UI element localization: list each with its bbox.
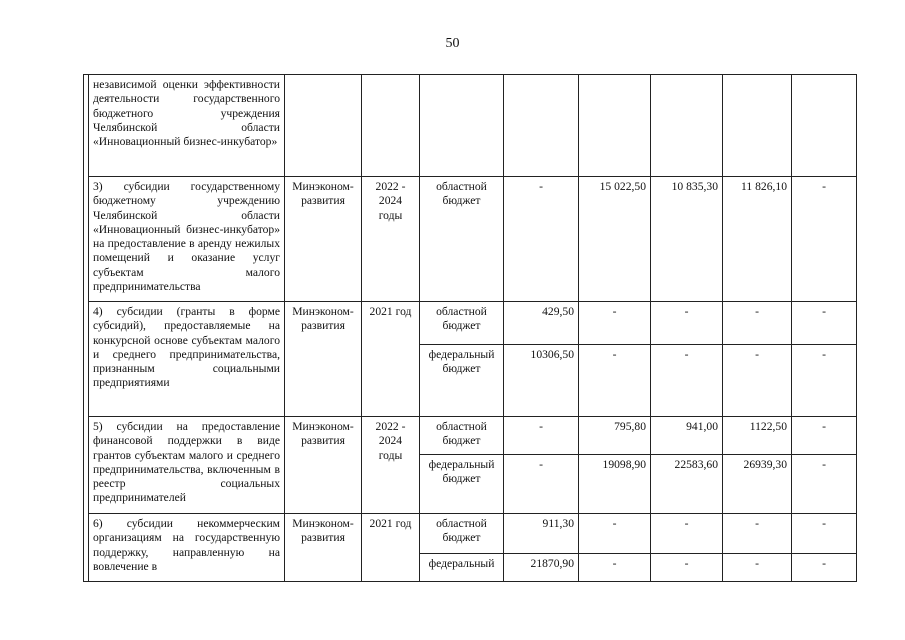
row-description: 4) субсидии (гранты в форме субсидий), предоставляемые на конкурсной основе субъектам малого и среднего предпринимательства, признанным социальными предприятиями <box>89 302 285 417</box>
value-2022: - <box>579 345 651 417</box>
value-2021: 21870,90 <box>504 554 579 582</box>
value-2021: - <box>504 417 579 455</box>
value-2024: - <box>723 514 792 554</box>
value-2024: - <box>723 345 792 417</box>
value-2022: - <box>579 514 651 554</box>
empty-cell <box>420 75 504 177</box>
value-2021: 911,30 <box>504 514 579 554</box>
value-2022: - <box>579 302 651 345</box>
table-row <box>84 177 857 302</box>
value-2023: - <box>651 302 723 345</box>
table-row <box>84 417 857 455</box>
value-2025: - <box>792 417 857 455</box>
period-cell: 2022 - 2024 годы <box>362 177 420 302</box>
executor-cell: Минэконом-развития <box>285 417 362 514</box>
value-2025: - <box>792 177 857 302</box>
value-2021: 429,50 <box>504 302 579 345</box>
value-2025: - <box>792 302 857 345</box>
value-2024: 1122,50 <box>723 417 792 455</box>
executor-cell: Минэконом-развития <box>285 177 362 302</box>
funding-source-cell: областной бюджет <box>420 302 504 345</box>
funding-source-cell: областной бюджет <box>420 514 504 554</box>
page-number: 50 <box>445 36 460 51</box>
period-cell: 2021 год <box>362 302 420 417</box>
executor-cell: Минэконом-развития <box>285 514 362 582</box>
empty-cell <box>723 75 792 177</box>
value-2025: - <box>792 345 857 417</box>
table-row <box>84 302 857 345</box>
value-2022: 15 022,50 <box>579 177 651 302</box>
value-2021: - <box>504 455 579 514</box>
value-2024: 11 826,10 <box>723 177 792 302</box>
empty-cell <box>504 75 579 177</box>
empty-cell <box>579 75 651 177</box>
row-description: 5) субсидии на предоставление финансовой поддержки в виде грантов субъектам малого и среднего предпринимательства, включенным в реестр социальных предпринимателей <box>89 417 285 514</box>
funding-source-cell: федеральный бюджет <box>420 345 504 417</box>
value-2023: 941,00 <box>651 417 723 455</box>
funding-source-cell: федеральный бюджет <box>420 455 504 514</box>
empty-cell <box>285 75 362 177</box>
period-cell: 2021 год <box>362 514 420 582</box>
table-row <box>84 514 857 554</box>
row-description: 3) субсидии государственному бюджетному учреждению Челябинской области «Инновационный бизнес-инкубатор» на предоставление в аренду нежилых помещений и оказание услуг субъектам малого предпринимательства <box>89 177 285 302</box>
value-2025: - <box>792 514 857 554</box>
empty-cell <box>362 75 420 177</box>
value-2022: 795,80 <box>579 417 651 455</box>
period-cell: 2022 - 2024 годы <box>362 417 420 514</box>
funding-source-cell: областной бюджет <box>420 417 504 455</box>
value-2024: 26939,30 <box>723 455 792 514</box>
value-2021: 10306,50 <box>504 345 579 417</box>
empty-cell <box>651 75 723 177</box>
value-2023: 10 835,30 <box>651 177 723 302</box>
value-2023: - <box>651 514 723 554</box>
program-table <box>83 74 857 582</box>
value-2021: - <box>504 177 579 302</box>
table-row <box>84 75 857 177</box>
funding-source-cell: федеральный <box>420 554 504 582</box>
value-2023: - <box>651 554 723 582</box>
value-2023: - <box>651 345 723 417</box>
value-2024: - <box>723 302 792 345</box>
value-2025: - <box>792 554 857 582</box>
empty-cell <box>792 75 857 177</box>
value-2023: 22583,60 <box>651 455 723 514</box>
row-description: независимой оценки эффективности деятельности государственного бюджетного учреждения Челябинской области «Инновационный бизнес-инкубатор» <box>89 75 285 177</box>
funding-source-cell: областной бюджет <box>420 177 504 302</box>
value-2022: - <box>579 554 651 582</box>
executor-cell: Минэконом-развития <box>285 302 362 417</box>
row-description: 6) субсидии некоммерческим организациям на государственную поддержку, направленную на вовлечение в <box>89 514 285 582</box>
value-2024: - <box>723 554 792 582</box>
value-2022: 19098,90 <box>579 455 651 514</box>
value-2025: - <box>792 455 857 514</box>
